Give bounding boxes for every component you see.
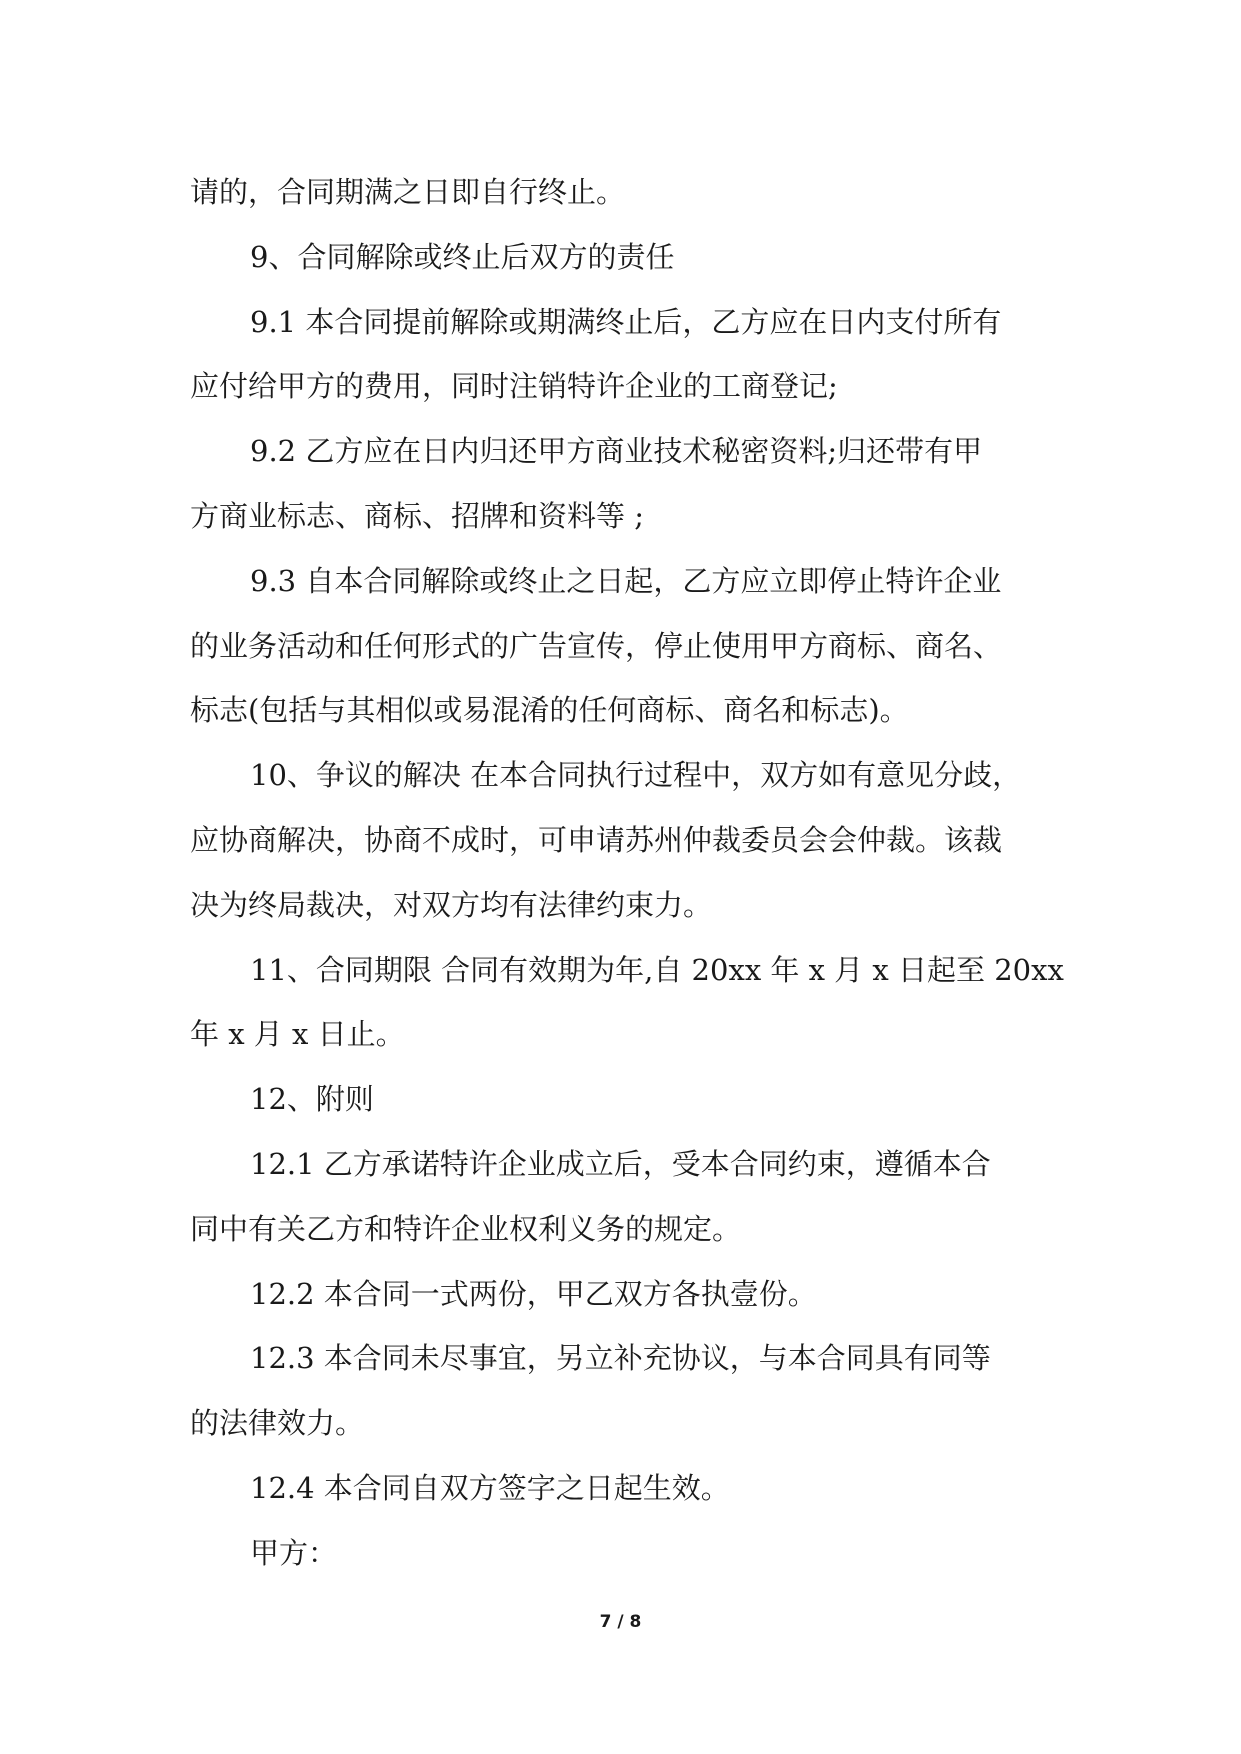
text-line: 11、合同期限 合同有效期为年,自 20xx 年 x 月 x 日起至 20xx: [250, 952, 1064, 987]
text-line: 同中有关乙方和特许企业权利义务的规定。: [190, 1211, 742, 1246]
text-line: 10、争议的解决 在本合同执行过程中，双方如有意见分歧，: [250, 758, 1022, 793]
text-line: 12.3 本合同未尽事宜，另立补充协议，与本合同具有同等: [250, 1341, 991, 1376]
text-line: 标志(包括与其相似或易混淆的任何商标、商名和标志)。: [190, 693, 909, 728]
text-line: 9.2 乙方应在日内归还甲方商业技术秘密资料;归还带有甲: [250, 434, 983, 469]
text-line: 决为终局裁决，对双方均有法律约束力。: [190, 887, 713, 922]
text-line: 的法律效力。: [190, 1406, 365, 1441]
text-line: 应付给甲方的费用，同时注销特许企业的工商登记;: [190, 369, 838, 404]
text-line: 年 x 月 x 日止。: [190, 1017, 405, 1052]
text-line: 的业务活动和任何形式的广告宣传，停止使用甲方商标、商名、: [190, 628, 1003, 663]
text-line: 12.2 本合同一式两份，甲乙双方各执壹份。: [250, 1276, 817, 1311]
text-line: 甲方：: [250, 1535, 338, 1570]
text-line: 12.1 乙方承诺特许企业成立后，受本合同约束，遵循本合: [250, 1146, 991, 1181]
document-body: [190, 160, 1064, 1586]
page-number: 7 / 8: [599, 1612, 642, 1632]
text-line: 方商业标志、商标、招牌和资料等 ;: [190, 498, 644, 533]
text-line: 12.4 本合同自双方签字之日起生效。: [250, 1470, 730, 1505]
text-line: 9.3 自本合同解除或终止之日起，乙方应立即停止特许企业: [250, 563, 1002, 598]
text-line: 12、附则: [250, 1082, 374, 1117]
text-line: 9.1 本合同提前解除或期满终止后，乙方应在日内支付所有: [250, 304, 1002, 339]
text-line: 9、合同解除或终止后双方的责任: [250, 239, 675, 274]
text-line: 请的，合同期满之日即自行终止。: [190, 175, 626, 209]
text-line: 应协商解决，协商不成时，可申请苏州仲裁委员会会仲裁。该裁: [190, 822, 1003, 857]
